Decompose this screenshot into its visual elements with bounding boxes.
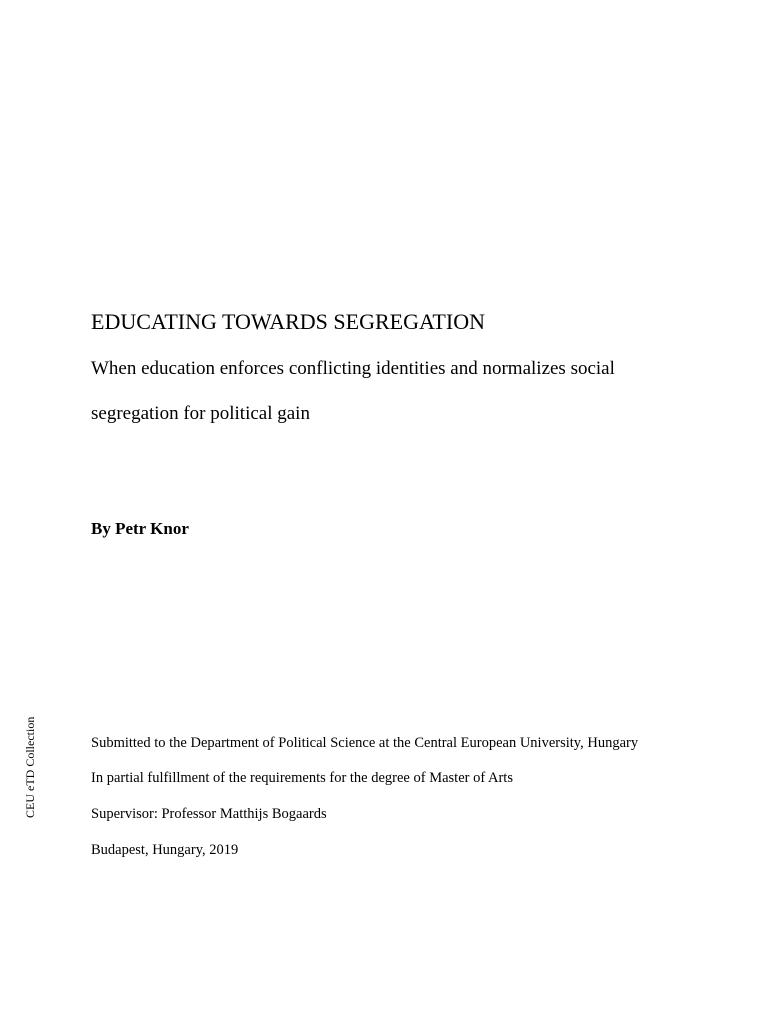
collection-watermark: CEU eTD Collection	[23, 716, 37, 818]
supervisor-line: Supervisor: Professor Matthijs Bogaards	[91, 806, 327, 822]
thesis-title: EDUCATING TOWARDS SEGREGATION	[91, 309, 485, 334]
submission-statement: Submitted to the Department of Political Science at the Central European University, Hungary	[91, 735, 639, 751]
thesis-subtitle-line-1: When education enforces conflicting identities and normalizes social	[91, 358, 615, 379]
thesis-subtitle-line-2: segregation for political gain	[91, 403, 310, 424]
degree-fulfillment-statement: In partial fulfillment of the requirements for the degree of Master of Arts	[91, 770, 513, 786]
place-date-line: Budapest, Hungary, 2019	[91, 842, 239, 858]
author-line: By Petr Knor	[91, 519, 189, 538]
